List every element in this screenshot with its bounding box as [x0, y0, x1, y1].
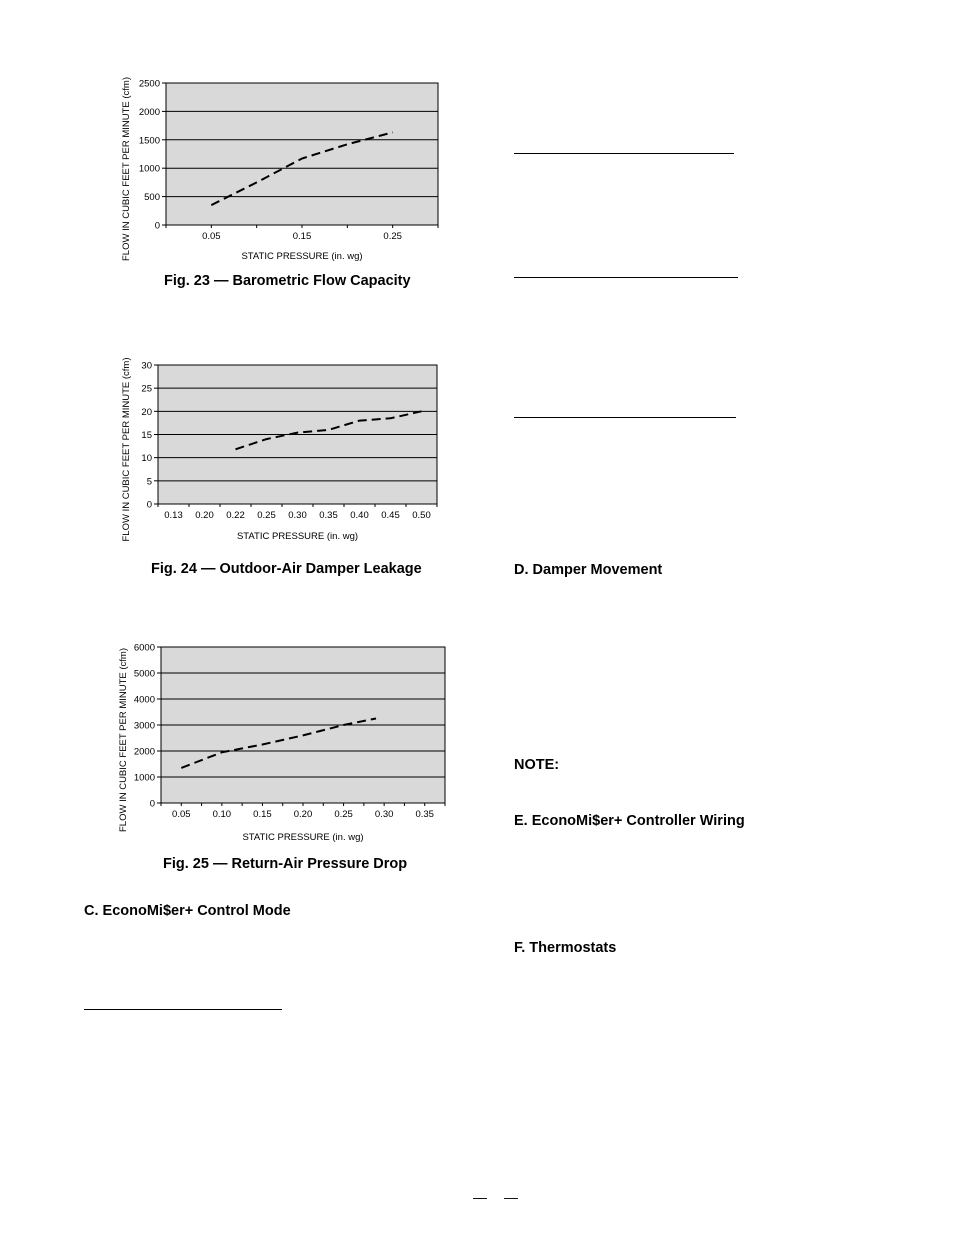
- damper-leakage-chart: [110, 340, 450, 550]
- y-tick-label: 0: [154, 220, 160, 232]
- figure-25-caption: Fig. 25 — Return-Air Pressure Drop: [163, 856, 408, 872]
- y-tick-label: 15: [141, 430, 152, 441]
- x-tick-label: 0.40: [350, 510, 369, 521]
- x-axis-label: STATIC PRESSURE (in. wg): [242, 832, 364, 843]
- section-d-heading: D. Damper Movement: [514, 562, 663, 578]
- y-axis-label: FLOW IN CUBIC FEET PER MINUTE (cfm): [121, 357, 132, 542]
- y-tick-label: 1000: [138, 163, 160, 175]
- page-mark-right: —: [504, 1189, 518, 1205]
- figure-23-chart: [110, 60, 450, 270]
- section-c-heading: C. EconoMi$er+ Control Mode: [84, 903, 291, 919]
- section-f-heading: F. Thermostats: [514, 940, 617, 956]
- figure-24-chart: [110, 340, 450, 550]
- divider-rule: [514, 153, 734, 154]
- x-tick-label: 0.35: [319, 510, 338, 521]
- section-e-heading: E. EconoMi$er+ Controller Wiring: [514, 813, 745, 829]
- y-tick-label: 10: [141, 453, 152, 465]
- note-label: NOTE:: [514, 757, 560, 773]
- y-tick-label: 30: [141, 360, 152, 372]
- x-tick-label: 0.20: [293, 809, 313, 820]
- figure-23-caption: Fig. 23 — Barometric Flow Capacity: [164, 273, 411, 289]
- x-tick-label: 0.45: [381, 510, 400, 521]
- figure-24-caption: Fig. 24 — Outdoor-Air Damper Leakage: [151, 561, 422, 577]
- x-tick-label: 0.35: [415, 809, 434, 820]
- x-tick-label: 0.05: [172, 809, 191, 820]
- y-tick-label: 2000: [138, 106, 160, 118]
- plot-area: [166, 83, 438, 225]
- x-tick-label: 0.30: [288, 510, 307, 521]
- y-axis-label: FLOW IN CUBIC FEET PER MINUTE (cfm): [121, 76, 132, 262]
- y-tick-label: 25: [141, 383, 152, 395]
- y-tick-label: 0: [149, 798, 155, 810]
- y-axis-label: FLOW IN CUBIC FEET PER MINUTE (cfm): [118, 647, 129, 833]
- x-tick-label: 0.10: [212, 809, 232, 820]
- divider-rule: [514, 417, 736, 418]
- y-tick-label: 6000: [133, 642, 155, 654]
- y-tick-label: 500: [144, 192, 160, 204]
- page-mark-left: —: [473, 1189, 487, 1205]
- y-tick-label: 0: [146, 499, 152, 511]
- x-tick-label: 0.13: [164, 510, 183, 521]
- y-tick-label: 1000: [133, 772, 155, 784]
- x-tick-label: 0.25: [257, 510, 276, 521]
- x-tick-label: 0.50: [412, 510, 431, 521]
- divider-rule: [84, 1009, 282, 1010]
- x-tick-label: 0.25: [383, 231, 402, 242]
- x-tick-label: 0.22: [226, 510, 245, 521]
- y-tick-label: 5000: [133, 668, 155, 680]
- x-tick-label: 0.15: [253, 809, 272, 820]
- x-tick-label: 0.20: [195, 510, 214, 521]
- y-tick-label: 2500: [138, 78, 160, 90]
- y-tick-label: 2000: [133, 746, 155, 758]
- x-axis-label: STATIC PRESSURE (in. wg): [236, 531, 359, 542]
- y-tick-label: 1500: [138, 135, 160, 147]
- x-tick-label: 0.30: [374, 809, 394, 820]
- return-air-pressure-drop-chart: [110, 625, 455, 850]
- figure-25-chart: [110, 625, 455, 850]
- barometric-flow-chart: [110, 60, 450, 270]
- x-tick-label: 0.15: [292, 231, 312, 242]
- x-tick-label: 0.25: [334, 809, 353, 820]
- y-tick-label: 20: [141, 406, 152, 418]
- y-tick-label: 3000: [133, 720, 155, 732]
- y-tick-label: 4000: [133, 694, 155, 706]
- y-tick-label: 5: [146, 476, 152, 488]
- x-axis-label: STATIC PRESSURE (in. wg): [241, 251, 363, 262]
- x-tick-label: 0.05: [202, 231, 221, 242]
- divider-rule: [514, 277, 738, 278]
